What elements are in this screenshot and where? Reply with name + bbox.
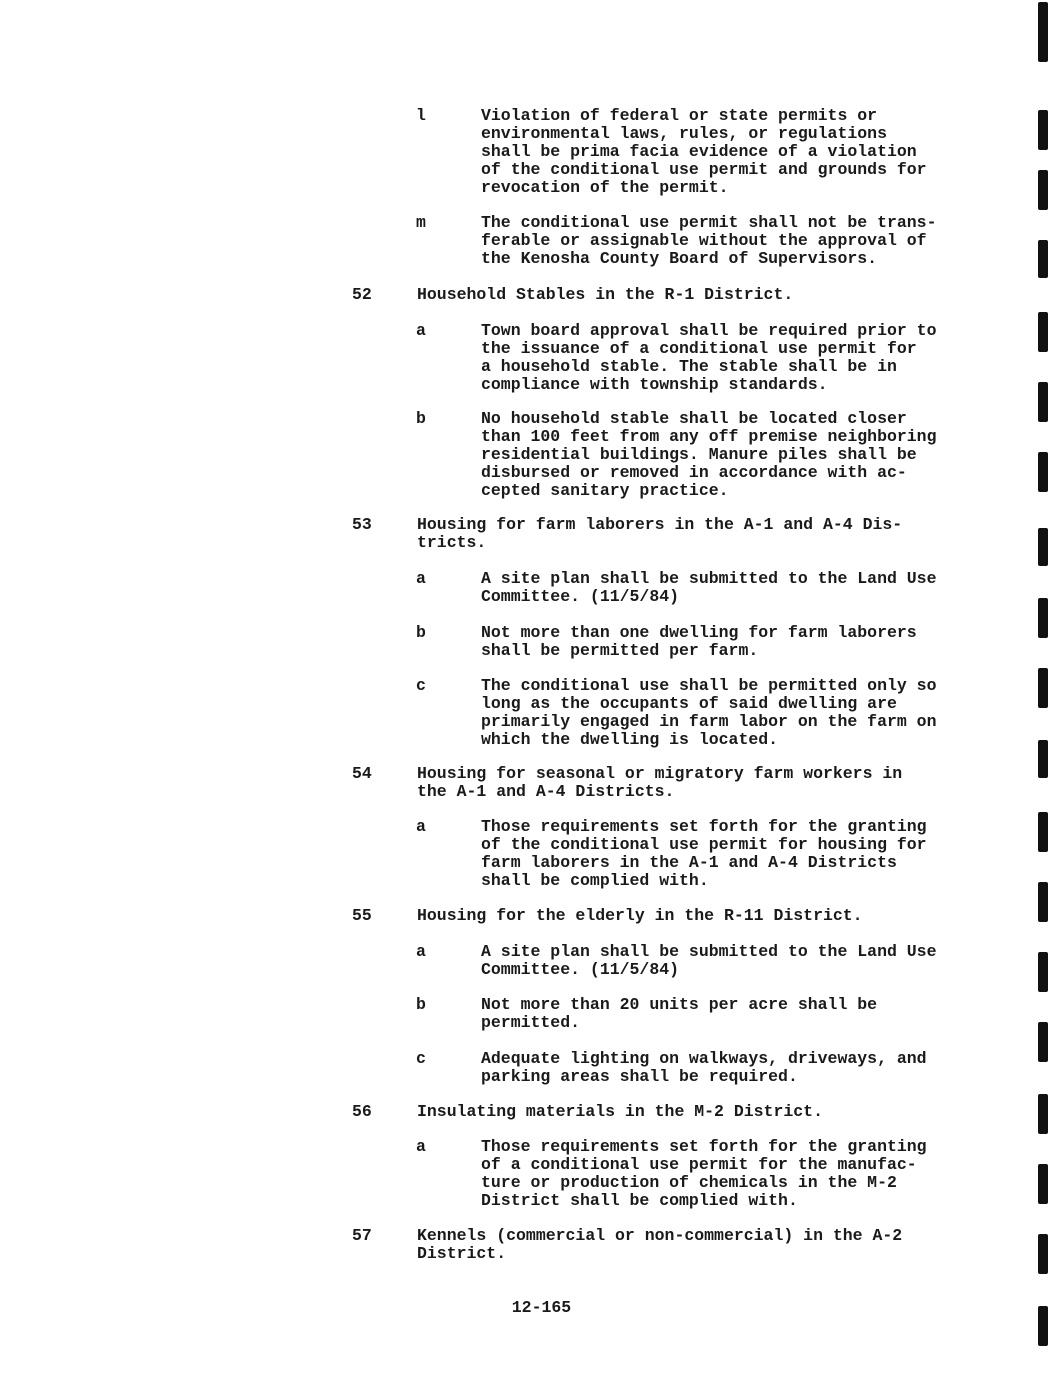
- text-line: compliance with township standards.: [481, 375, 828, 394]
- text-line: of the conditional use permit and grounds for: [481, 160, 927, 179]
- text-line: shall be permitted per farm.: [481, 641, 759, 660]
- text-line: Housing for the elderly in the R-11 District.: [417, 906, 863, 925]
- text-line: Those requirements set forth for the granting: [481, 1137, 927, 1156]
- text-line: parking areas shall be required.: [481, 1067, 798, 1086]
- subsection-letter: c: [416, 1049, 426, 1068]
- subsection-letter: b: [416, 623, 426, 642]
- subsection-letter: b: [416, 995, 426, 1014]
- text-line: of a conditional use permit for the manufac-: [481, 1155, 917, 1174]
- subsection-text: [481, 214, 959, 268]
- text-line: a household stable. The stable shall be in: [481, 357, 897, 376]
- text-line: permitted.: [481, 1013, 581, 1032]
- subsection-text: [481, 943, 959, 979]
- subsection-text: [481, 570, 959, 606]
- text-line: Housing for seasonal or migratory farm workers in: [417, 764, 903, 783]
- text-line: The conditional use permit shall not be trans-: [481, 213, 937, 232]
- text-line: cepted sanitary practice.: [481, 481, 729, 500]
- section-title: [417, 516, 959, 552]
- section-number: 54: [352, 764, 372, 783]
- text-line: District shall be complied with.: [481, 1191, 798, 1210]
- text-line: which the dwelling is located.: [481, 730, 779, 749]
- text-line: Household Stables in the R-1 District.: [417, 285, 794, 304]
- subsection-letter: c: [416, 676, 426, 695]
- text-line: residential buildings. Manure piles shall be: [481, 445, 917, 464]
- subsection-letter: a: [416, 817, 426, 836]
- subsection-text: [481, 624, 959, 660]
- text-line: the issuance of a conditional use permit for: [481, 339, 917, 358]
- subsection-text: [481, 1050, 959, 1086]
- subsection-text: [481, 107, 959, 197]
- subsection-letter: a: [416, 321, 426, 340]
- text-line: farm laborers in the A-1 and A-4 Districts: [481, 853, 897, 872]
- text-line: tricts.: [417, 533, 487, 552]
- subsection-letter: l: [416, 106, 426, 125]
- text-line: shall be prima facia evidence of a violation: [481, 142, 917, 161]
- section-number: 57: [352, 1226, 372, 1245]
- text-line: revocation of the permit.: [481, 178, 729, 197]
- text-line: Those requirements set forth for the granting: [481, 817, 927, 836]
- subsection-letter: b: [416, 409, 426, 428]
- text-line: Housing for farm laborers in the A-1 and A-4 Dis-: [417, 515, 903, 534]
- text-line: Not more than 20 units per acre shall be: [481, 995, 878, 1014]
- text-line: Committee. (11/5/84): [481, 587, 680, 606]
- subsection-letter: m: [416, 213, 426, 232]
- text-line: long as the occupants of said dwelling are: [481, 694, 897, 713]
- text-line: primarily engaged in farm labor on the farm on: [481, 712, 937, 731]
- subsection-letter: a: [416, 942, 426, 961]
- subsection-text: [481, 996, 959, 1032]
- text-line: A site plan shall be submitted to the Land Use: [481, 942, 937, 961]
- text-line: Adequate lighting on walkways, driveways, and: [481, 1049, 927, 1068]
- subsection-text: [481, 818, 959, 890]
- subsection-letter: a: [416, 1137, 426, 1156]
- text-line: environmental laws, rules, or regulations: [481, 124, 887, 143]
- section-number: 52: [352, 285, 372, 304]
- subsection-text: [481, 322, 959, 394]
- text-line: Town board approval shall be required prior to: [481, 321, 937, 340]
- text-line: Violation of federal or state permits or: [481, 106, 878, 125]
- text-line: shall be complied with.: [481, 871, 709, 890]
- section-title: [417, 907, 959, 925]
- text-line: ture or production of chemicals in the M-2: [481, 1173, 897, 1192]
- subsection-text: [481, 1138, 959, 1210]
- text-line: A site plan shall be submitted to the Land Use: [481, 569, 937, 588]
- section-number: 53: [352, 515, 372, 534]
- text-line: than 100 feet from any off premise neighboring: [481, 427, 937, 446]
- text-line: Not more than one dwelling for farm laborers: [481, 623, 917, 642]
- text-line: Committee. (11/5/84): [481, 960, 680, 979]
- subsection-text: [481, 677, 959, 749]
- subsection-letter: a: [416, 569, 426, 588]
- section-title: [417, 1103, 959, 1121]
- text-line: the Kenosha County Board of Supervisors.: [481, 249, 878, 268]
- text-line: disbursed or removed in accordance with ac-: [481, 463, 907, 482]
- section-number: 55: [352, 906, 372, 925]
- subsection-text: [481, 410, 959, 500]
- section-title: [417, 765, 959, 801]
- text-line: the A-1 and A-4 Districts.: [417, 782, 675, 801]
- section-title: [417, 286, 959, 304]
- text-line: ferable or assignable without the approval of: [481, 231, 927, 250]
- text-line: Kennels (commercial or non-commercial) in the A-2: [417, 1226, 903, 1245]
- page-number: 12-165: [511, 1298, 572, 1317]
- section-number: 56: [352, 1102, 372, 1121]
- text-line: District.: [417, 1244, 507, 1263]
- text-line: Insulating materials in the M-2 District.: [417, 1102, 823, 1121]
- text-line: No household stable shall be located closer: [481, 409, 907, 428]
- text-line: The conditional use shall be permitted only so: [481, 676, 937, 695]
- section-title: [417, 1227, 959, 1263]
- text-line: of the conditional use permit for housing for: [481, 835, 927, 854]
